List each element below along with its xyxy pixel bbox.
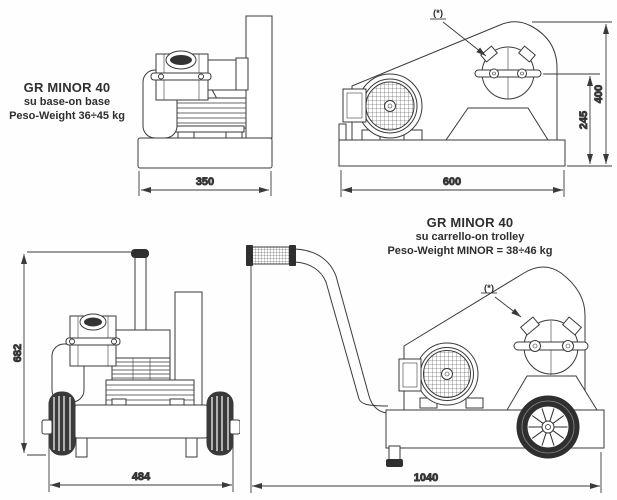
support-leg (186, 438, 197, 457)
trolley-wheel (517, 396, 579, 458)
support-leg (76, 438, 87, 457)
handle (246, 245, 388, 413)
base-version-title-block (6, 80, 128, 123)
dim-600 (341, 170, 564, 197)
pump-head (66, 314, 120, 366)
support-foot (386, 459, 403, 467)
dim-682-value: 682 (12, 343, 24, 363)
pump-casing-plate (246, 16, 272, 138)
handle (131, 249, 149, 330)
wheel-hub (542, 421, 554, 433)
pump-head (151, 51, 211, 100)
dim-400-value: 400 (593, 84, 605, 104)
product-name: GR MINOR 40 (426, 215, 514, 230)
dim-1040-value: 1040 (413, 472, 439, 484)
terminal-box (399, 359, 421, 391)
terminal-box (343, 89, 366, 122)
trolley-version-weight: Peso-Weight MINOR = 38÷46 kg (387, 245, 553, 257)
dim-600-value: 600 (442, 176, 462, 188)
dim-484-value: 484 (131, 471, 151, 483)
view-trolley-side-drawing (238, 243, 617, 500)
product-name: GR MINOR 40 (23, 80, 111, 95)
trolley-base (74, 405, 208, 457)
asterisk-label: (*) (432, 8, 444, 19)
handle-grip (249, 247, 295, 264)
trolley-wheel-left (42, 392, 75, 455)
view-base-front-drawing (120, 5, 300, 205)
dim-350-value: 350 (195, 176, 215, 188)
dim-245-value: 245 (578, 110, 590, 130)
dim-350 (139, 171, 271, 196)
trolley-wheel-right (207, 392, 240, 455)
base-plate (138, 138, 272, 168)
wheel-hub (42, 420, 52, 434)
view-base-side-drawing (330, 5, 617, 205)
base-version-weight: Peso-Weight 36÷45 kg (9, 110, 125, 122)
trolley-version-subtitle: su carrello-on trolley (415, 231, 525, 243)
base-version-subtitle: su base-on base (23, 96, 111, 108)
view-trolley-front-drawing (5, 245, 240, 500)
asterisk-label: (*) (483, 283, 495, 294)
